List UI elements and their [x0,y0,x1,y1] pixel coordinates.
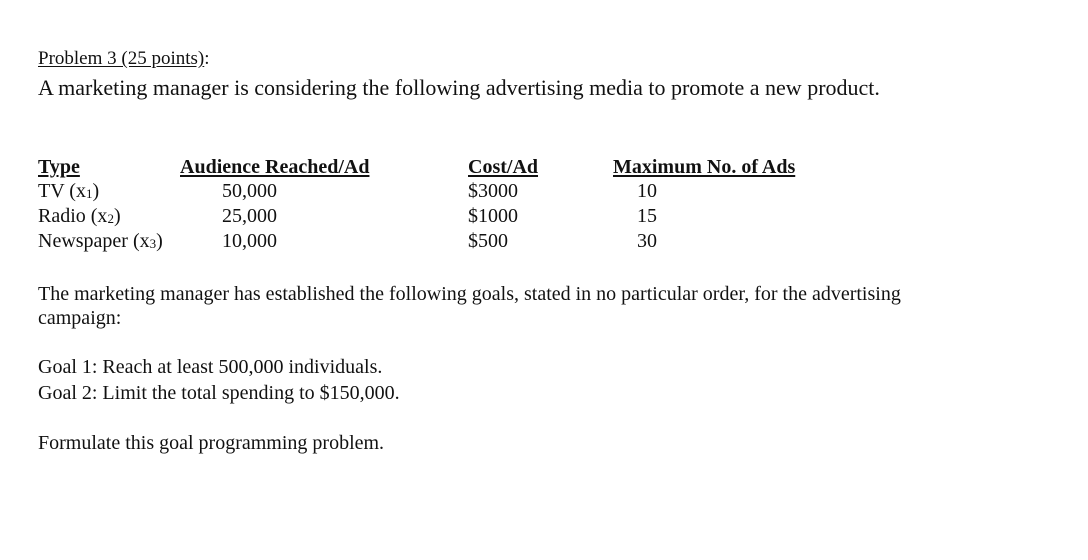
table-row-cost: $1000 [468,205,518,227]
table-row-max-ads: 10 [637,180,657,202]
problem-title: Problem 3 (25 points) [38,48,205,69]
table-row-audience: 10,000 [222,230,277,252]
goals-intro: The marketing manager has established the following goals, stated in no particular order, for the advertising campaign: [38,283,901,329]
table-row-max-ads: 15 [637,205,657,227]
goal-1: Goal 1: Reach at least 500,000 individuals. [38,356,383,378]
table-row-cost: $500 [468,230,508,252]
table-row-audience: 25,000 [222,205,277,227]
instruction: Formulate this goal programming problem. [38,432,385,454]
type-label: TV (x [38,180,86,202]
type-close: ) [92,180,100,202]
goal-2: Goal 2: Limit the total spending to $150,000. [38,382,400,404]
problem-intro: A marketing manager is considering the following advertising media to promote a new product. [38,75,880,100]
header-cost: Cost/Ad [468,156,539,178]
header-max-ads: Maximum No. of Ads [613,156,796,178]
problem-title-colon: : [204,48,210,69]
table-row-cost: $3000 [468,180,518,202]
header-audience: Audience Reached/Ad [180,156,370,178]
table-row-type [38,180,99,203]
header-type: Type [38,156,80,178]
type-close: ) [113,205,121,227]
table-row-type [38,205,121,228]
var-subscript: 2 [107,211,114,226]
var-subscript: 1 [85,186,93,201]
table-row-max-ads: 30 [637,230,657,252]
problem-heading [38,48,210,70]
table-row-audience: 50,000 [222,180,277,202]
type-label: Radio (x [38,205,108,227]
type-close: ) [156,230,163,252]
type-label: Newspaper (x [38,230,150,252]
table-row-type [38,230,163,253]
var-subscript: 3 [149,236,157,251]
